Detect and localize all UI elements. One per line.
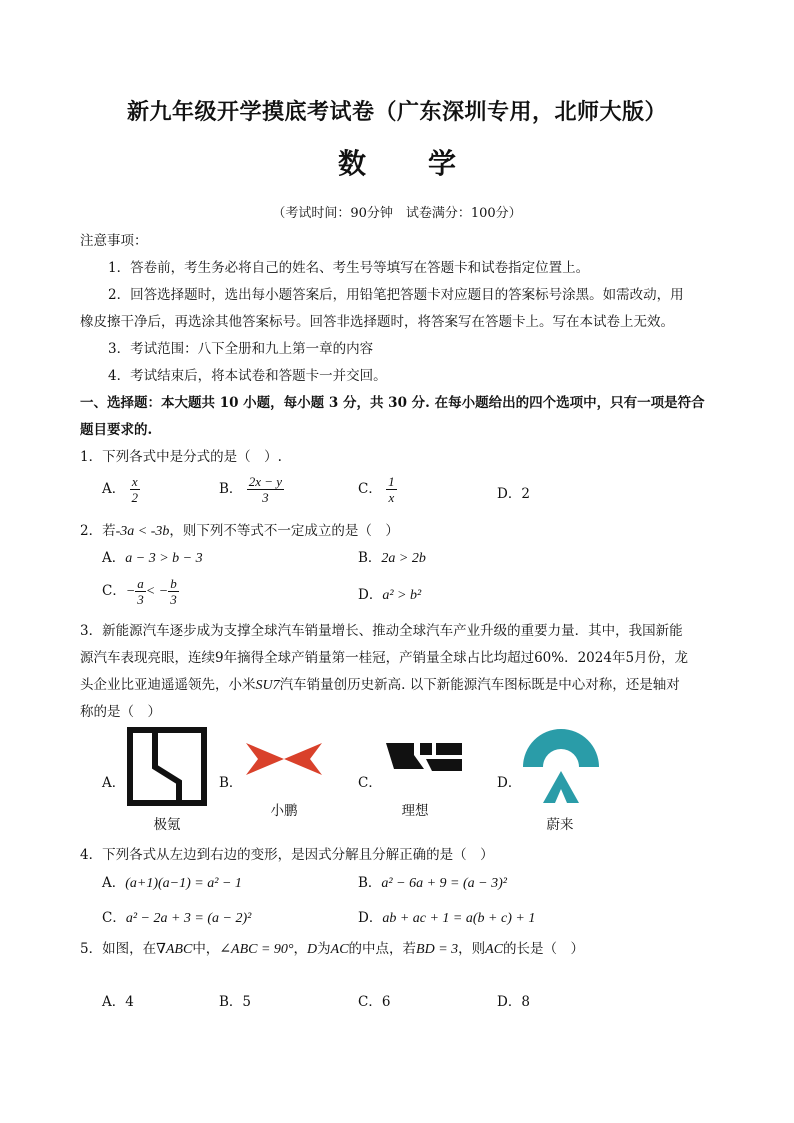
- note-item: 1．答卷前，考生务必将自己的姓名、考生号等填写在答题卡和试卷指定位置上。: [108, 260, 590, 276]
- q3-option-a-name: 极氪: [153, 817, 181, 833]
- q4-stem: 4．下列各式从左边到右边的变形，是因式分解且分解正确的是（ ）: [80, 847, 494, 863]
- section-heading: 一、选择题：本大题共 10 小题，每小题 3 分，共 30 分. 在每小题给出的四个选项中，只有一项是符合: [80, 395, 705, 411]
- q3-stem-line2: 源汽车表现亮眼，连续9年摘得全球产销量第一桂冠，产销量全球占比均超过60%．2024年5月份，龙: [80, 650, 689, 666]
- q2-option-c: C．− $\frac{a}{3}$ < − $\frac{b}{3}$: [102, 576, 177, 607]
- q2-option-a: A．a − 3 > b − 3: [102, 550, 203, 566]
- note-item: 2．回答选择题时，选出每小题答案后，用铅笔把答题卡对应题目的答案标号涂黑。如需改动，用: [108, 287, 684, 303]
- q3-option-d-name: 蔚来: [546, 817, 574, 833]
- q1-stem: 1．下列各式中是分式的是（ ）.: [80, 449, 282, 465]
- q1-option-b: B． $\frac{2x - y}{3}$: [219, 474, 283, 505]
- exam-title: 新九年级开学摸底考试卷（广东深圳专用，北师大版）: [126, 99, 667, 125]
- nio-logo-icon: [521, 727, 601, 805]
- q4-option-a: A．(a+1)(a−1) = a² − 1: [102, 875, 242, 891]
- lixiang-logo-icon: [384, 741, 464, 773]
- q2-option-d: D．a² > b²: [358, 587, 422, 603]
- q3-stem-line1: 3．新能源汽车逐步成为支撑全球汽车销量增长、推动全球汽车产业升级的重要力量．其中，我国新能: [80, 623, 683, 639]
- zeekr-logo-icon: [127, 727, 207, 806]
- subject-title: 数学: [337, 147, 518, 180]
- q2-option-b: B．2a > 2b: [358, 550, 426, 566]
- q3-stem-line4: 称的是（ ）: [80, 704, 161, 720]
- q3-stem-line3: 头企业比亚迪遥遥领先，小米SU7汽车销量创历史新高. 以下新能源汽车图标既是中心对称，还是轴对: [80, 677, 680, 693]
- q5-stem: 5．如图，在∇ABC中，∠ABC = 90°，D为AC的中点，若BD = 3，则AC的长是（ ）: [80, 941, 585, 957]
- q1-option-d: D．2: [497, 486, 530, 502]
- xpeng-logo-icon: [244, 741, 324, 777]
- q5-option-a: A．4: [102, 994, 134, 1010]
- q4-option-d: D．ab + ac + 1 = a(b + c) + 1: [358, 910, 536, 926]
- q3-option-c-name: 理想: [401, 803, 429, 819]
- note-item: 橡皮擦干净后，再选涂其他答案标号。回答非选择题时，将答案写在答题卡上。写在本试卷上无效。: [80, 314, 674, 330]
- q3-option-d-label: D．: [497, 775, 522, 791]
- notes-heading: 注意事项：: [80, 233, 148, 249]
- q4-option-b: B．a² − 6a + 9 = (a − 3)²: [358, 875, 507, 891]
- note-item: 3．考试范围：八下全册和九上第一章的内容: [108, 341, 374, 357]
- q4-option-c: C．a² − 2a + 3 = (a − 2)²: [102, 910, 252, 926]
- q5-option-b: B．5: [219, 994, 252, 1010]
- q5-option-c: C．6: [358, 994, 391, 1010]
- q3-option-b-label: B．: [219, 775, 243, 791]
- q3-option-a-label: A．: [102, 775, 126, 791]
- q3-option-b-name: 小鹏: [270, 803, 298, 819]
- q1-option-c: C． $\frac{1}{x}$: [358, 474, 395, 505]
- note-item: 4．考试结束后，将本试卷和答题卡一并交回。: [108, 368, 387, 384]
- section-heading-cont: 题目要求的.: [80, 422, 153, 438]
- q2-stem: 2．若-3a < -3b，则下列不等式不一定成立的是（ ）: [80, 523, 399, 539]
- q5-option-d: D．8: [497, 994, 530, 1010]
- exam-info: （考试时间：90分钟 试卷满分：100分）: [272, 206, 522, 221]
- q1-option-a: A． $\frac{x}{2}$: [102, 474, 139, 505]
- q3-option-c-label: C．: [358, 775, 382, 791]
